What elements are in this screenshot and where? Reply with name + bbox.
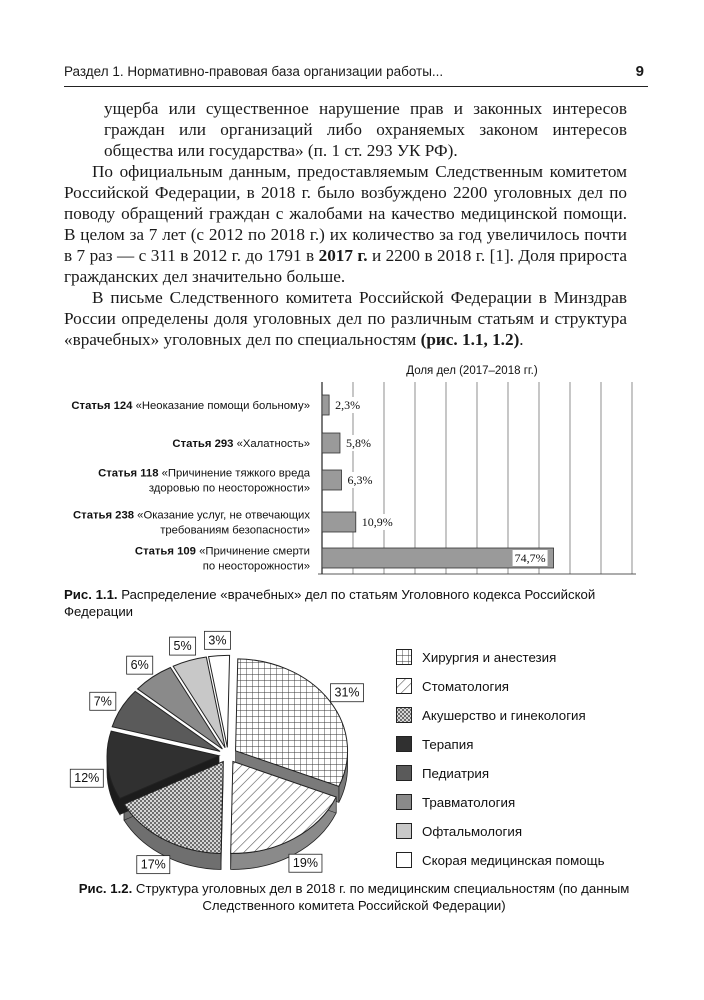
pie-value-label: 7% [93, 694, 112, 709]
bar-chart [60, 360, 660, 585]
legend-swatch-fill [397, 737, 412, 752]
legend-swatch [396, 707, 412, 723]
pie-value-label: 3% [208, 633, 227, 648]
legend-swatch [396, 765, 412, 781]
pie-value-label-group [204, 631, 230, 649]
pie-value-label-group [289, 854, 322, 872]
bar-value-label: 2,3% [335, 398, 361, 412]
legend-item [396, 735, 473, 753]
legend-label: Терапия [422, 736, 474, 752]
pie-value-label: 6% [130, 658, 149, 673]
legend-item [396, 706, 586, 724]
bar-article-description: «Халатность» [236, 438, 310, 450]
legend-item [396, 764, 489, 782]
bar-article-label: Статья 118 [98, 467, 162, 480]
body-text [64, 98, 627, 350]
bar-category-label [71, 400, 310, 412]
bar-category-label: по неосторожности» [202, 560, 310, 573]
legend-label: Офтальмология [422, 823, 523, 839]
legend-swatch-fill [397, 650, 412, 665]
paragraph-letter: В письме Следственного комитета Российской Федерации в Минздрав России определены доля уголовных дел по различным статьям и структура «врачебных» уголовных дел по специальностям (рис. 1.1, 1.2). [64, 288, 627, 349]
legend-swatch-fill [397, 853, 412, 868]
bar-value-label: 10,9% [361, 515, 393, 529]
pie-value-label-group [137, 856, 170, 874]
figure-1-caption: Рис. 1.1. Распределение «врачебных» дел по статьям Уголовного кодекса Российской Федерации [64, 587, 596, 619]
bar-article-label: Статья 124 [71, 400, 136, 412]
pie-value-label-group [127, 656, 153, 674]
bar-article-label: Статья 293 [172, 438, 237, 450]
legend-swatch-fill [397, 766, 412, 781]
legend-swatch-fill [397, 679, 412, 694]
bar [322, 470, 342, 490]
pie-legend [396, 648, 656, 878]
pie-value-label: 12% [74, 771, 100, 786]
pie-value-label: 31% [334, 685, 360, 700]
pie-value-label-group [70, 769, 103, 787]
bar-category-label: требованиям безопасности» [160, 524, 310, 537]
bar [322, 512, 356, 532]
quote-paragraph: ущерба или существенное нарушение прав и законных интересов граждан или организаций либо охраняемых законом интересов общества или государства» (п. 1 ст. 293 УК РФ). [104, 99, 627, 160]
bar-value-label: 74,7% [514, 551, 546, 565]
legend-item [396, 677, 509, 695]
bar-category-label: здоровью по неосторожности» [148, 482, 310, 495]
legend-label: Травматология [422, 794, 516, 810]
figure-1-label: Рис. 1.1. [64, 587, 118, 602]
legend-swatch [396, 852, 412, 868]
pie-value-label: 19% [292, 856, 318, 871]
legend-swatch [396, 794, 412, 810]
bar-article-description: «Причинение смерти [199, 545, 310, 558]
running-header [64, 60, 648, 87]
legend-swatch-fill [397, 824, 412, 839]
legend-item [396, 851, 605, 869]
legend-item [396, 793, 515, 811]
bar-article-description: «Неоказание помощи больному» [135, 400, 310, 412]
bar-value-label: 6,3% [347, 473, 373, 487]
legend-swatch [396, 678, 412, 694]
pie-chart [60, 620, 370, 875]
bar-category-label [172, 438, 310, 450]
legend-swatch [396, 823, 412, 839]
legend-label: Хирургия и анестезия [422, 649, 557, 665]
legend-swatch-fill [397, 708, 412, 723]
paragraph-statistics: По официальным данным, предоставляемым Следственным комитетом Российской Федерации, в 2018 г. было возбуждено 2200 уголовных дел по поводу обращений граждан с жалобами на качество медицинской помощи. В целом за 7 лет (с 2012 по 2018 г.) их количество за год увеличилось почти в 7 раз — с 311 в 2012 г. до 1791 в 2017 г. и 2200 в 2018 г. [1]. Доля прироста гражданских дел значительно больше. [64, 162, 628, 286]
page-number: 9 [635, 63, 644, 80]
legend-swatch-fill [397, 795, 412, 810]
legend-label: Акушерство и гинекология [422, 707, 586, 723]
bar-category-label [135, 546, 310, 558]
legend-item [396, 822, 522, 840]
legend-label: Педиатрия [422, 765, 490, 781]
bar-article-label: Статья 238 [73, 509, 138, 522]
pie-value-label: 5% [173, 639, 192, 654]
legend-label: Скорая медицинская помощь [422, 852, 605, 868]
bar-category-label [73, 510, 310, 522]
legend-label: Стоматология [422, 678, 510, 694]
legend-swatch [396, 736, 412, 752]
bar-chart-title: Доля дел (2017–2018 гг.) [406, 365, 538, 377]
pie-value-label-group [170, 637, 196, 655]
bar-article-label: Статья 109 [134, 545, 200, 558]
legend-swatch [396, 649, 412, 665]
bar [322, 433, 340, 453]
legend-item [396, 648, 556, 666]
bar [322, 395, 329, 415]
section-title: Раздел 1. Нормативно-правовая база организации работы... [64, 64, 444, 79]
bar-article-description: «Причинение тяжкого вреда [161, 467, 310, 480]
bar-category-label [98, 468, 311, 480]
pie-value-label: 17% [140, 857, 166, 872]
bar-article-description: «Оказание услуг, не отвечающих [137, 509, 310, 522]
pie-value-label-group [331, 684, 364, 702]
pie-value-label-group [90, 692, 116, 710]
figure-reference: (рис. 1.1, 1.2) [420, 330, 520, 349]
figure-2-caption: Рис. 1.2. Структура уголовных дел в 2018 г. по медицинским специальностям (по данным Следственного комитета Российской Федерации) [78, 881, 630, 913]
bar-value-label: 5,8% [345, 436, 371, 450]
figure-2-label: Рис. 1.2. [78, 881, 133, 896]
